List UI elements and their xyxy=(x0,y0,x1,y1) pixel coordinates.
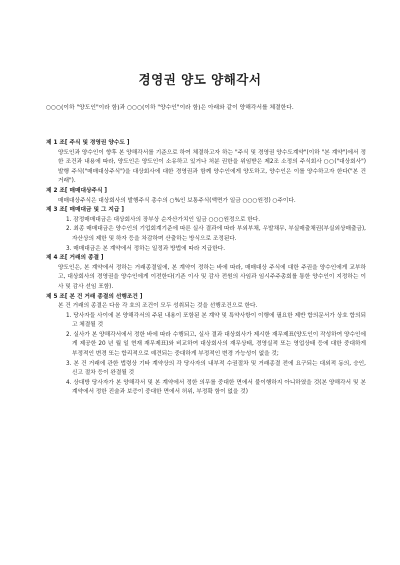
article-2-title: 제 2 조[ 매매대상주식 ] xyxy=(46,187,108,194)
document-title: 경영권 양도 양해각서 xyxy=(138,72,262,87)
article-3-items xyxy=(58,216,366,254)
article-5-items xyxy=(58,312,366,398)
article-2-text: 매매대상주식은 대상회사의 발행주식 총수의 ○%인 보통주식(액면가 일금 ○○○원정) ○주이다. xyxy=(58,197,296,204)
article-4-text: 양도인은, 본 계약에서 정하는 거래종결일에, 본 계약이 정하는 바에 따라, 매매대상 주식에 대한 주권을 양수인에게 교부하고, 대상회사의 경영권을 양수인에게 이전한다(기존 이사 및 감사 전원의 사임과 임시주주총회를 통한 양수인이 지정하는 이사 및 감사 선임 포함). xyxy=(58,264,366,290)
intro-paragraph: ○○○(이하 "양도인"이라 함)과 ○○○(이하 "양수인"이라 함)은 아래와 같이 양해각서를 체결한다. xyxy=(46,105,294,111)
article-5-text: 본 건 거래의 종결은 다음 각 호의 조건이 모두 성취되는 것을 선행조건으로 한다. xyxy=(58,303,258,310)
article-2 xyxy=(46,187,366,206)
article-4 xyxy=(46,254,366,292)
article-5-item: 2. 실사가 본 양해각서에서 정한 바에 따라 수행되고, 실사 결과 대상회사가 제시한 재무제표(양도인이 작성하여 양수인에게 제공한 20 년 월 일 현재 재무제표)와 비교하여 대상회사의 재무상태, 경영실적 또는 영업상태 등에 대한 중대하게 부정적인 변경 또는 합리적으로 예견되는 중대하게 부정적인 변경 가능성이 없을 것; xyxy=(66,331,366,358)
article-1-title: 제 1 조[ 주식 및 경영권 양수도 ] xyxy=(46,140,130,146)
article-5-item: 4. 상대방 당사자가 본 양해각서 및 본 계약에서 정한 의무를 중대한 면에서 불이행하지 아니하였을 것(본 양해각서 및 본 계약에서 정한 진술과 보증이 중대한 면에서 허위, 부정확 함이 없을 것) xyxy=(66,379,366,396)
article-3 xyxy=(46,206,366,254)
article-5-item: 3. 본 건 거래에 관한 법령상 기타 계약상의 각 당사자의 내부적 수권절차 및 거래종결 전에 요구되는 대외적 동의, 승인, 신고 절차 등이 완결될 것 xyxy=(66,360,366,377)
article-1 xyxy=(46,139,366,187)
article-3-item: 3. 매매대금은 본 계약에서 정하는 일정과 방법에 따라 지급한다. xyxy=(66,245,226,252)
article-3-item: 1. 잠정매매대금은 대상회사의 장부상 순자산가치인 일금 ○○○원정으로 한다. xyxy=(66,216,261,223)
article-5-item: 1. 당사자들 사이에 본 양해각서의 주된 내용이 포함된 본 계약 및 특약사항이 이행에 필요한 제반 합의문서가 상호 합의되고 체결될 것 xyxy=(66,312,366,329)
article-1-text: 양도인과 양수인이 향후 본 양해각서를 기준으로 하여 체결하고자 하는 "주식 및 경영권 양수도계약"(이하 "본 계약")에서 정한 조건과 내용에 따라, 양도인은 양도인이 소유하고 있거나 처분 권한을 위임받은 제2조 소정의 주식회사 ○○("대상회사") 발행 주식("매매대상주식")을 대상회사에 대한 경영권과 함께 양수인에게 양도하고, 양수인은 이를 양수하고자 한다("본 건 거래"). xyxy=(58,149,366,185)
article-3-title: 제 3 조[ 매매대금 및 그 지급 ] xyxy=(46,207,124,214)
article-5 xyxy=(46,293,366,399)
article-5-title: 제 5 조[ 본 건 거래 종결의 선행조건 ] xyxy=(46,293,143,300)
article-3-item: 2. 최종 매매대금은 양수인의 기업회계기준에 따른 실사 결과에 따라 부외부채, 우발채무, 부실매출채권(부실외상매출금), 자산상의 제한 및 하자 등을 차감하며 산출하는 방식으로 조정된다. xyxy=(66,226,366,242)
document-body xyxy=(46,139,366,398)
article-4-title: 제 4 조[ 거래의 종결 ] xyxy=(46,255,104,262)
